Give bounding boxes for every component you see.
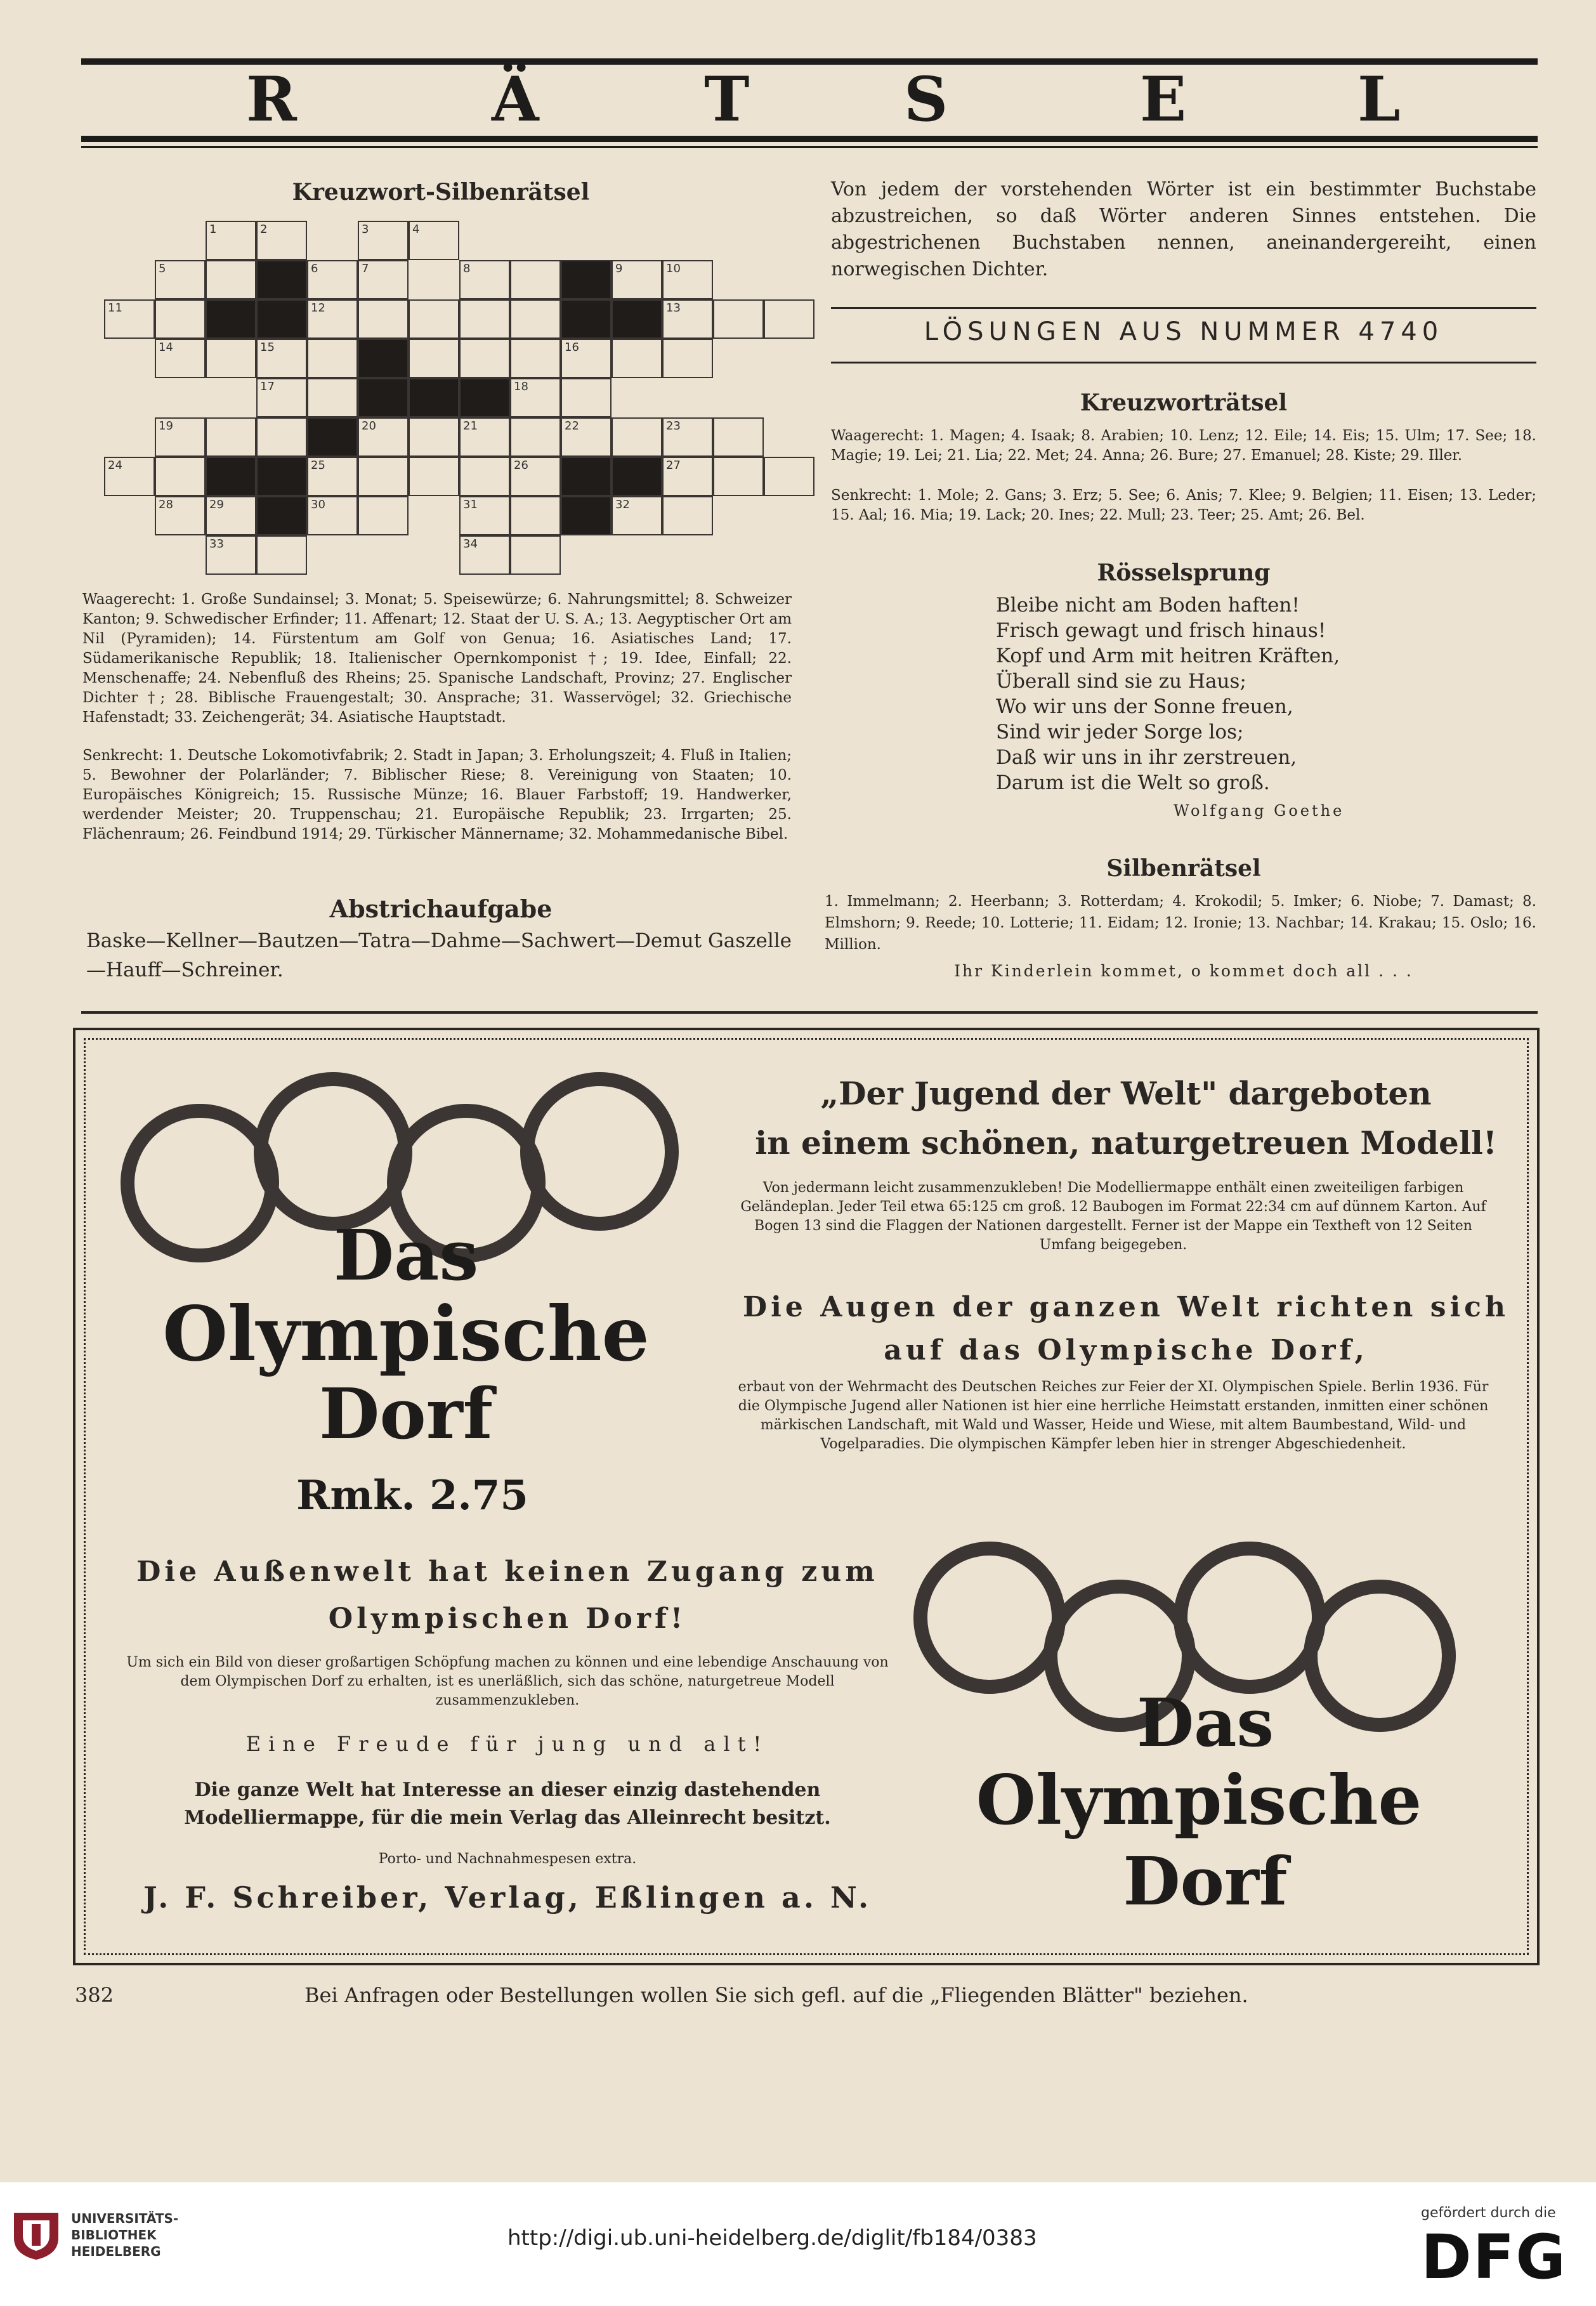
logo-olympische: Olympische [162, 1290, 650, 1378]
crossword-black-cell [256, 299, 307, 339]
crossword-cell [459, 417, 510, 457]
library-name-line1: UNIVERSITÄTS- [71, 2211, 179, 2226]
crossword-black-cell [307, 417, 358, 457]
crossword-cell-number: 23 [666, 419, 681, 433]
crossword-cell [155, 417, 206, 457]
crossword-cell [713, 457, 764, 496]
title-letter: S [904, 63, 948, 135]
crossword-cell-number: 29 [209, 498, 224, 511]
crossword-cell [561, 378, 612, 417]
crossword-black-cell [256, 260, 307, 299]
crossword-cell [206, 260, 256, 299]
crossword-cell-number: 13 [666, 301, 681, 315]
crossword-cell [510, 457, 561, 496]
title-letter: Ä [492, 63, 539, 135]
crossword-black-cell [206, 299, 256, 339]
crossword-black-cell [358, 339, 409, 378]
logo-das: Das [1136, 1684, 1274, 1762]
crossword-cell-number: 21 [463, 419, 478, 433]
crossword-cell-number: 2 [260, 223, 268, 236]
crossword-cell [256, 339, 307, 378]
crossword-clues-across: Waagerecht: 1. Große Sundainsel; 3. Monat; 5. Speisewürze; 6. Nahrungsmittel; 8. Schweizer Kanton; 9. Schwedischer Erfinder; 11. Affenart; 12. Staat der U. S. A.; 13. Aegyptischer Ort am Nil (Pyramiden); 14. Fürstentum am Golf von Genua; 16. Asiatisches Land; 17. Südamerikanische Republik; 18. Italienischer Opernkomponist †; 19. Idee, Einfall; 22. Menschenaffe; 24. Nebenfluß des Rheins; 25. Spanische Landschaft, Provinz; 27. Englischer Dichter †; 28. Biblische Frauengestalt; 30. Ansprache; 31. Wasservögel; 32. Griechische Hafenstadt; 33. Zeichengerät; 34. Asiatische Hauptstadt. [82, 591, 792, 726]
crossword-title: Kreuzwort-Silbenrätsel [292, 179, 590, 206]
silben-solution-text: 1. Immelmann; 2. Heerbann; 3. Rotterdam; 4. Krokodil; 5. Imker; 6. Niobe; 7. Damast; 8. Elmshorn; 9. Reede; 10. Lotterie; 11. Eidam; 12. Ironie; 13. Nachbar; 14. Krakau; 15. Oslo; 16. Million. [825, 893, 1536, 953]
crossword-cell [358, 496, 409, 535]
roessel-title: Rösselsprung [1097, 560, 1271, 586]
crossword-black-cell [612, 457, 662, 496]
crossword-cell-number: 3 [362, 223, 369, 236]
crossword-cell [206, 496, 256, 535]
crossword-cell [206, 417, 256, 457]
poem [996, 593, 1478, 796]
abstrich-words: Baske—Kellner—Bautzen—Tatra—Dahme—Sachwert—Demut Gaszelle—Hauff—Schreiner. [86, 929, 792, 981]
crossword-black-cell [358, 378, 409, 417]
crossword-cell [409, 339, 459, 378]
crossword-cell-number: 30 [311, 498, 325, 511]
crossword-cell [206, 339, 256, 378]
crossword-black-cell [256, 457, 307, 496]
crossword-cell [459, 299, 510, 339]
crossword-cell [307, 496, 358, 535]
poem-line: Bleibe nicht am Boden haften! [996, 594, 1300, 617]
crossword-cell [459, 339, 510, 378]
title-letter: T [704, 63, 750, 135]
crossword-cell [662, 339, 713, 378]
silben-solution-answer: Ihr Kinderlein kommet, o kommet doch all . . . [954, 962, 1413, 980]
library-name-line3: HEIDELBERG [71, 2244, 161, 2259]
price: Rmk. 2.75 [296, 1472, 528, 1519]
crossword-cell-number: 12 [311, 301, 325, 315]
abstrich-title: Abstrichaufgabe [329, 894, 553, 923]
crossword-cell [561, 339, 612, 378]
ad-publisher: J. F. Schreiber, Verlag, Eßlingen a. N. [143, 1880, 872, 1915]
ad-headline-2: in einem schönen, naturgetreuen Modell! [755, 1124, 1497, 1162]
crossword-cell [510, 378, 561, 417]
crossword-cell-number: 24 [108, 459, 122, 472]
crossword-cell-number: 7 [362, 262, 369, 275]
crossword-cell [358, 417, 409, 457]
crossword-cell [307, 260, 358, 299]
sponsor-note: gefördert durch die [1421, 2205, 1556, 2221]
crossword-cell [459, 496, 510, 535]
title-letter: L [1357, 63, 1401, 135]
crossword-cell [206, 535, 256, 575]
crossword-cell-number: 19 [159, 419, 173, 433]
crossword-cell [612, 339, 662, 378]
crossword-cell-number: 25 [311, 459, 325, 472]
crossword-cell [713, 299, 764, 339]
crossword-cell [561, 417, 612, 457]
ad-headline-5: Die Außenwelt hat keinen Zugang zum [136, 1556, 879, 1588]
crossword-cell-number: 34 [463, 537, 478, 551]
crossword-cell [104, 299, 155, 339]
kreuz-solution-down: Senkrecht: 1. Mole; 2. Gans; 3. Erz; 5. See; 6. Anis; 7. Klee; 9. Belgien; 11. Eisen; 13. Leder; 15. Aal; 16. Mia; 19. Lack; 20. Ines; 22. Mull; 23. Teer; 25. Amt; 26. Bel. [831, 487, 1536, 523]
silben-solution-title: Silbenrätsel [1106, 855, 1261, 882]
permalink[interactable]: http://digi.ub.uni-heidelberg.de/diglit/fb184/0383 [507, 2225, 1037, 2251]
crossword-cell-number: 4 [412, 223, 420, 236]
crossword-cell [764, 457, 814, 496]
crossword-cell [510, 260, 561, 299]
ad-description-2: erbaut von der Wehrmacht des Deutschen Reiches zur Feier der XI. Olympischen Spiele. Berlin 1936. Für die Olympische Jugend aller Nationen ist hier eine herrliche Heimstatt erstanden, inmitten einer schönen märkischen Landschaft, mit Wald und Wasser, Heide und Wiese, mit altem Baumbestand, Wild- und Vogelparadies. Die olympischen Kämpfer leben hier in strenger Abgeschiedenheit. [738, 1379, 1489, 1452]
logo-dorf: Dorf [318, 1373, 494, 1455]
crossword-cell-number: 17 [260, 380, 275, 393]
crossword-cell-number: 14 [159, 341, 173, 354]
dfg-logo: DFG [1421, 2222, 1567, 2293]
crossword-cell [155, 496, 206, 535]
crossword-cell [307, 378, 358, 417]
crossword-cell-number: 9 [615, 262, 623, 275]
crossword-cell [612, 417, 662, 457]
page-number: 382 [75, 1983, 114, 2007]
poem-line: Kopf und Arm mit heitren Kräften, [996, 645, 1340, 667]
abstrich-instructions: Von jedem der vorstehenden Wörter ist ein bestimmter Buchstabe abzustreichen, so daß Wörter anderen Sinnes entstehen. Die abgestrichenen Buchstaben nennen, aneinandergereiht, einen norwegischen Dichter. [831, 178, 1536, 280]
crossword-cell [155, 260, 206, 299]
title-rule-bottom [81, 136, 1538, 142]
crossword-cell [307, 457, 358, 496]
solutions-rule-bottom [831, 362, 1536, 364]
ad-joy-line: Eine Freude für jung und alt! [245, 1732, 769, 1756]
crossword-cell-number: 22 [565, 419, 579, 433]
crossword-cell [510, 417, 561, 457]
crossword-black-cell [561, 496, 612, 535]
crossword-black-cell [409, 378, 459, 417]
crossword-cell [256, 378, 307, 417]
poem-author: Wolfgang Goethe [1174, 802, 1345, 820]
crossword-cell-number: 6 [311, 262, 318, 275]
crossword-cell [662, 457, 713, 496]
crossword-cell-number: 1 [209, 223, 217, 236]
crossword-cell [662, 417, 713, 457]
ad-description-1: Von jedermann leicht zusammenzukleben! Die Modelliermappe enthält einen zweiteiligen farbigen Geländeplan. Jeder Teil etwa 65:125 cm groß. 12 Baubogen im Format 22:34 cm auf dünnem Karton. Auf Bogen 13 sind die Flaggen der Nationen dargestellt. Ferner ist der Mappe ein Textheft von 12 Seiten Umfang beigegeben. [740, 1180, 1486, 1253]
crossword-cell [459, 260, 510, 299]
logo-dorf: Dorf [1123, 1842, 1288, 1920]
crossword-cell [459, 535, 510, 575]
solutions-header: LÖSUNGEN AUS NUMMER 4740 [924, 317, 1444, 346]
poem-line: Sind wir jeder Sorge los; [996, 721, 1244, 744]
crossword-cell [510, 535, 561, 575]
logo-das: Das [333, 1214, 479, 1296]
poem-line: Daß wir uns in ihr zerstreuen, [996, 746, 1297, 769]
poem-line: Wo wir uns der Sonne freuen, [996, 695, 1293, 718]
crossword-cell [104, 457, 155, 496]
university-seal-icon [9, 2208, 63, 2262]
crossword-cell [307, 299, 358, 339]
crossword-grid [104, 221, 776, 563]
crossword-cell [662, 260, 713, 299]
crossword-cell [358, 457, 409, 496]
crossword-cell [358, 299, 409, 339]
crossword-cell [409, 417, 459, 457]
crossword-cell [510, 339, 561, 378]
crossword-cell-number: 16 [565, 341, 579, 354]
crossword-black-cell [561, 457, 612, 496]
crossword-cell [510, 299, 561, 339]
crossword-cell [510, 496, 561, 535]
crossword-cell [409, 221, 459, 260]
crossword-cell [409, 299, 459, 339]
crossword-cell [764, 299, 814, 339]
crossword-cell [459, 457, 510, 496]
crossword-cell-number: 27 [666, 459, 681, 472]
crossword-cell [155, 299, 206, 339]
logo-olympische: Olympische [976, 1760, 1422, 1840]
crossword-cell [358, 221, 409, 260]
poem-line: Darum ist die Welt so groß. [996, 771, 1270, 794]
ad-headline-6: Olympischen Dorf! [328, 1602, 687, 1635]
title-letter: E [1140, 63, 1187, 135]
crossword-black-cell [206, 457, 256, 496]
library-name-line2: BIBLIOTHEK [71, 2227, 157, 2243]
crossword-cell [662, 496, 713, 535]
crossword-cell [155, 339, 206, 378]
crossword-cell-number: 20 [362, 419, 376, 433]
crossword-cell [612, 496, 662, 535]
ad-separator [81, 1011, 1538, 1014]
crossword-cell-number: 18 [514, 380, 528, 393]
poem-line: Frisch gewagt und frisch hinaus! [996, 619, 1326, 642]
ad-headline-3: Die Augen der ganzen Welt richten sich [743, 1291, 1509, 1323]
crossword-cell [155, 457, 206, 496]
crossword-cell [256, 417, 307, 457]
bottom-note: Bei Anfragen oder Bestellungen wollen Sie sich gefl. auf die „Fliegenden Blätter" beziehen. [304, 1983, 1248, 2007]
crossword-cell-number: 33 [209, 537, 224, 551]
kreuz-solution-title: Kreuzworträtsel [1080, 390, 1288, 416]
ad-headline-4: auf das Olympische Dorf, [884, 1334, 1368, 1366]
ad-porto: Porto- und Nachnahmespesen extra. [378, 1851, 637, 1867]
crossword-cell [358, 260, 409, 299]
title-rule-top [81, 58, 1538, 65]
crossword-black-cell [561, 299, 612, 339]
crossword-cell [713, 417, 764, 457]
crossword-cell-number: 15 [260, 341, 275, 354]
crossword-cell [612, 260, 662, 299]
title-letter: R [246, 63, 297, 135]
crossword-cell [256, 221, 307, 260]
crossword-cell [307, 339, 358, 378]
crossword-cell-number: 11 [108, 301, 122, 315]
crossword-cell [409, 457, 459, 496]
ad-interest: Die ganze Welt hat Interesse an dieser einzig dastehenden Modelliermappe, für die mein Verlag das Alleinrecht besitzt. [184, 1779, 831, 1829]
crossword-cell-number: 28 [159, 498, 173, 511]
footer [0, 2182, 1596, 2306]
crossword-black-cell [256, 496, 307, 535]
crossword-cell [256, 535, 307, 575]
crossword-black-cell [459, 378, 510, 417]
crossword-black-cell [561, 260, 612, 299]
poem-line: Überall sind sie zu Haus; [996, 670, 1246, 693]
crossword-cell-number: 10 [666, 262, 681, 275]
crossword-cell-number: 5 [159, 262, 166, 275]
crossword-clues-down: Senkrecht: 1. Deutsche Lokomotivfabrik; 2. Stadt in Japan; 3. Erholungszeit; 4. Fluß in Italien; 5. Bewohner der Polarländer; 7. Biblischer Riese; 8. Vereinigung von Staaten; 10. Europäisches Königreich; 15. Russische Münze; 16. Blauer Farbstoff; 19. Handwerker, werdender Meister; 20. Truppenschau; 21. Europäische Republik; 23. Irrgarten; 25. Flächenraum; 26. Feindbund 1914; 29. Türkischer Männername; 32. Mohammedanische Bibel. [82, 747, 792, 842]
title-rule-thin [81, 146, 1538, 148]
crossword-cell-number: 31 [463, 498, 478, 511]
crossword-cell [206, 221, 256, 260]
crossword-cell-number: 8 [463, 262, 471, 275]
kreuz-solution-across: Waagerecht: 1. Magen; 4. Isaak; 8. Arabien; 10. Lenz; 12. Eile; 14. Eis; 15. Ulm; 17. See; 18. Magie; 19. Lei; 21. Lia; 22. Met; 24. Anna; 26. Bure; 27. Emanuel; 28. Kiste; 29. Iller. [831, 428, 1536, 464]
solutions-rule-top [831, 307, 1536, 309]
ad-description-3: Um sich ein Bild von dieser großartigen Schöpfung machen zu können und eine lebendige Anschauung von dem Olympischen Dorf zu erhalten, ist es unerläßlich, sich das schöne, naturgetreue Modell zusammenzukleben. [126, 1654, 889, 1708]
crossword-cell [662, 299, 713, 339]
crossword-cell-number: 26 [514, 459, 528, 472]
crossword-cell-number: 32 [615, 498, 630, 511]
ad-headline-1: „Der Jugend der Welt" dargeboten [820, 1075, 1432, 1112]
crossword-black-cell [612, 299, 662, 339]
